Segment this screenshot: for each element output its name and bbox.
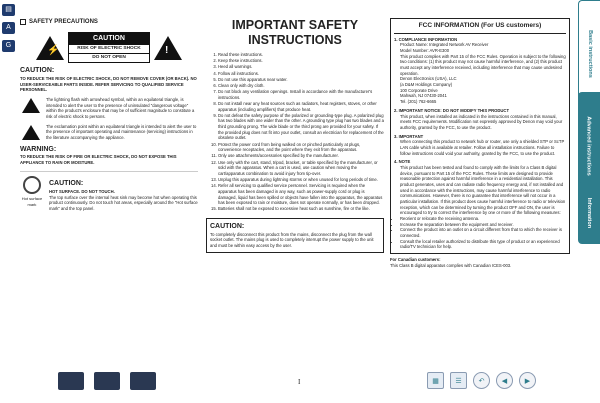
tab-information[interactable]: Information [578,182,600,244]
hot-surface-block: Hot surface mark CAUTION: HOT SURFACE. DO NOT TOUCH. The top surface over the internal heat sink may become hot when operating this product continuously. Do not touch hot areas, especially around the "Hot surface mark" and the top panel. [20,171,198,211]
caution-text: TO REDUCE THE RISK OF ELECTRIC SHOCK, DO NOT REMOVE COVER (OR BACK). NO USER-SERVICEABLE PARTS INSIDE. REFER SERVICING TO QUALIFIED SERVICE PERSONNEL. [20,75,197,93]
instruction-item: 8. Do not install near any heat sources such as radiators, heat registers, stoves, or other apparatus (including amplifiers) that produce heat. [218,101,384,112]
tab-advanced-instructions[interactable]: Advanced instructions [578,92,600,200]
index-icon[interactable]: ▦ [427,372,444,389]
warning-heading: WARNING: [20,145,57,153]
page-number: I [298,378,301,386]
instructions-list [206,52,384,212]
exclamation-warning-icon: ! [154,36,182,60]
next-page-icon[interactable]: ▶ [519,372,536,389]
instruction-item: 7. Do not block any ventilation openings. Install in accordance with the manufacturer's instructions. [218,89,384,100]
instruction-item: 1. Read these instructions. [218,52,384,58]
exclamation-icon [22,125,40,140]
instruction-item: 6. Clean only with dry cloth. [218,83,384,89]
caution-label: CAUTION RISK OF ELECTRIC SHOCK DO NOT OPEN [68,32,150,63]
bolt-explanation: The lightning flash with arrowhead symbol, within an equilateral triangle, is intended to alert the user to the presence of uninsulated "dangerous voltage" within the product's enclosure that may be of sufficient magnitude to constitute a risk of electric shock to persons. [20,97,198,120]
checkbox-icon [20,19,26,25]
lightning-warning-icon: ⚡ [36,36,64,60]
side-tabs [576,0,600,403]
fcc-measures-list [394,216,566,250]
page-title: IMPORTANT SAFETY INSTRUCTIONS [231,18,359,47]
instruction-item: 5. Do not use this apparatus near water. [218,77,384,83]
instruction-item: 3. Heed all warnings. [218,64,384,70]
left-nav-icons [2,4,16,58]
av-icon[interactable]: A [2,22,15,34]
tab-basic-instructions[interactable]: Basic instructions [578,0,600,108]
instruction-item: 10. Protect the power cord from being walked on or pinched particularly at plugs, convenience receptacles, and the point where they exit from the apparatus. [218,142,384,153]
list-item: • Consult the local retailer authorized to distribute this type of product or an experienced radio/TV technician for help. [400,239,566,250]
list-item: • Increase the separation between the equipment and receiver. [400,222,566,228]
device-nav [58,372,156,390]
warning-text: TO REDUCE THE RISK OF FIRE OR ELECTRIC SHOCK, DO NOT EXPOSE THIS APPLIANCE TO RAIN OR MOISTURE. [20,154,177,165]
fcc-column: FCC INFORMATION (For US customers) 1. COMPLIANCE INFORMATION Product Name: Integrated Network AV Receiver Model Number: AVR-E300 This product complies with Part 15 of the FCC Rules. Operation is subject to the following two conditions: (1) this product may not cause harmful interference, and (2) this product must accept any interference received, including interference that may cause undesired operation. Denon Electronics (USA), LLC (a D&M Holdings Company) 100 Corporate Drive Mahwah, NJ 07430-2041 Tel. (201) 762-6665 2. IMPORTANT NOTICE: DO NOT MODIFY THIS PRODUCT This product, when installed as indicated in the instructions contained in this manual, meets FCC requirements. Modification not expressly approved by Denon may void your authority, granted by the FCC, to use the product. 3. IMPORTANT When connecting this product to network hub or router, use only a shielded STP or ScTP LAN cable which is available at retailer. Follow all installation instructions. Failure to follow instructions could void your authority, granted by the FCC, to use the product. 4. NOTE This product has been tested and found to comply with the limits for a Class B digital device, pursuant to Part 15 of the FCC Rules. These limits are designed to provide reasonable protection against harmful interference in a residential installation. This product generates, uses and can radiate radio frequency energy and, if not installed and used in accordance with the instructions, may cause harmful interference to radio communications. However, there is no guarantee that interference will not occur in a particular installation. If this product does cause harmful interference to radio or television reception, which can be determined by turning the product OFF and ON, the user is encouraged to try to correct the interference by one or more of the following measures: • Reorient or relocate the receiving antenna. • Increase the separation between the equipment and receiver. • Connect the product into an outlet on a circuit different from that to which the receiver is connected. • Consult the local retailer authorized to distribute this type of product or an experienced radio/TV technician for help. For Canadian customers: This Class B digital apparatus complies with Canadian ICES-003. [390,18,570,268]
instruction-item: 13. Unplug this apparatus during lightning storms or when unused for long periods of time. [218,177,384,183]
list-item: • Reorient or relocate the receiving antenna. [400,216,566,222]
disconnect-caution-box: CAUTION: To completely disconnect this product from the mains, disconnect the plug from the wall socket outlet. The mains plug is used to completely interrupt the power supply to the unit and must be within easy access by the user. [206,218,384,252]
lightning-icon [22,98,40,113]
fcc-box: FCC INFORMATION (For US customers) 1. COMPLIANCE INFORMATION Product Name: Integrated Network AV Receiver Model Number: AVR-E300 This product complies with Part 15 of the FCC Rules. Operation is subject to the following two conditions: (1) this product may not cause harmful interference, and (2) this product must accept any interference received, including interference that may cause undesired operation. Denon Electronics (USA), LLC (a D&M Holdings Company) 100 Corporate Drive Mahwah, NJ 07430-2041 Tel. (201) 762-6665 2. IMPORTANT NOTICE: DO NOT MODIFY THIS PRODUCT This product, when installed as indicated in the instructions contained in this manual, meets FCC requirements. Modification not expressly approved by Denon may void your authority, granted by the FCC, to use the product. 3. IMPORTANT When connecting this product to network hub or router, use only a shielded STP or ScTP LAN cable which is available at retailer. Follow all installation instructions. Failure to follow instructions could void your authority, granted by the FCC, to use the product. 4. NOTE This product has been tested and found to comply with the limits for a Class B digital device, pursuant to Part 15 of the FCC Rules. These limits are designed to provide reasonable protection against harmful interference in a residential installation. This product generates, uses and can radiate radio frequency energy and, if not installed and used in accordance with the instructions, may cause harmful interference to radio communications. However, there is no guarantee that interference will not occur in a particular installation. If this product does cause harmful interference to radio or television reception, which can be determined by turning the product OFF and ON, the user is encouraged to try to correct the interference by one or more of the following measures: • Reorient or relocate the receiving antenna. • Increase the separation between the equipment and receiver. • Connect the product into an outlet on a circuit different from that to which the receiver is connected. • Consult the local retailer authorized to distribute this type of product or an experienced radio/TV technician for help. [390,18,570,254]
safety-precautions-column [20,18,198,212]
gui-icon[interactable]: G [2,40,15,52]
hot-surface-icon: Hot surface mark [20,176,44,211]
contents-icon[interactable]: ☰ [450,372,467,389]
remote-button[interactable] [130,372,156,390]
instruction-item: 11. Only use attachments/accessories specified by the manufacturer. [218,153,384,159]
prev-page-icon[interactable]: ◀ [496,372,513,389]
exclamation-explanation: The exclamation point within an equilateral triangle is intended to alert the user to the presence of important operating and maintenance (servicing) instructions in the literature accompanying the appliance. [20,124,198,142]
page-nav [427,372,536,389]
instruction-item: 15. Batteries shall not be exposed to excessive heat such as sunshine, fire or the like. [218,206,384,212]
instruction-item: 14. Refer all servicing to qualified service personnel. Servicing is required when the apparatus has been damaged in any way, such as power-supply cord or plug is damaged, liquid has been spilled or objects have fallen into the apparatus, the apparatus has been exposed to rain or moisture, does not operate normally, or has been dropped. [218,183,384,206]
section-title: SAFETY PRECAUTIONS [20,18,198,26]
instruction-item: 12. Use only with the cart, stand, tripod, bracket, or table specified by the manufacturer, or sold with the apparatus. When a cart is used, use caution when moving the cart/apparatus combination to avoid injury from tip-over. [218,160,384,177]
instruction-item: 9. Do not defeat the safety purpose of the polarized or grounding-type plug. A polarized plug has two blades with one wider than the other. A grounding type plug has two blades and a third grounding prong. The wide blade or the third prong are provided for your safety. If the provided plug does not fit into your outlet, consult an electrician for replacement of the obsolete outlet. [218,113,384,141]
caution-heading: CAUTION: [20,67,55,75]
instruction-item: 2. Keep these instructions. [218,58,384,64]
rear-panel-button[interactable] [94,372,120,390]
back-icon[interactable]: ↶ [473,372,490,389]
fcc-title: FCC INFORMATION (For US customers) [394,22,566,34]
list-item: • Connect the product into an outlet on a circuit different from that to which the receiver is connected. [400,227,566,238]
safety-instructions-column [206,18,384,253]
front-panel-button[interactable] [58,372,84,390]
instruction-item: 4. Follow all instructions. [218,71,384,77]
caution-label-block [36,32,198,63]
manual-icon[interactable]: ▤ [2,4,15,16]
